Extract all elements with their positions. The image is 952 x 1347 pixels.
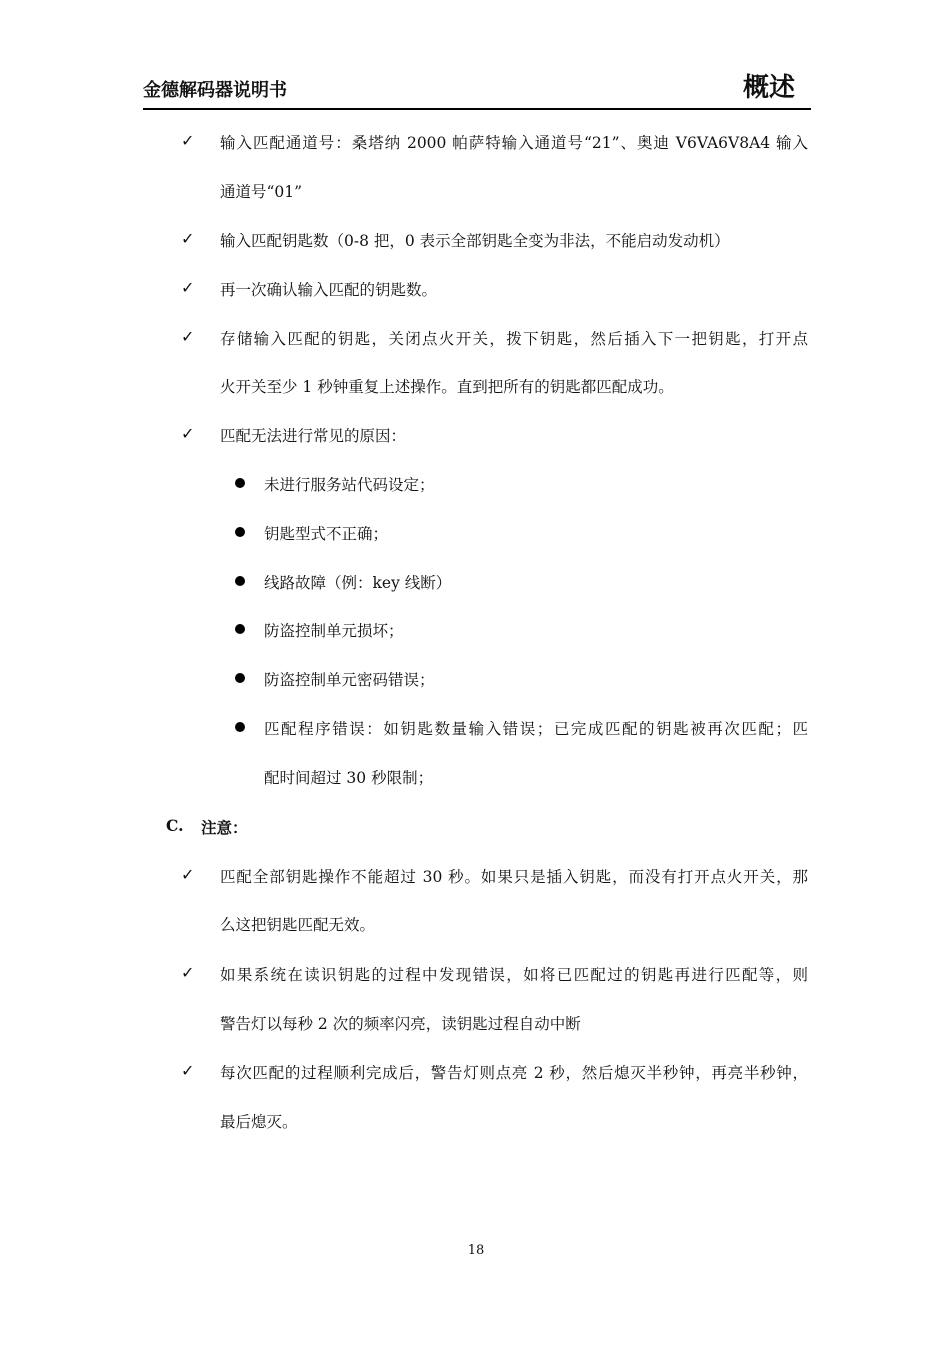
bullet-item-line: 防盗控制单元密码错误； bbox=[264, 671, 435, 689]
list-item-line: 输入匹配钥匙数（0-8 把，0 表示全部钥匙全变为非法，不能启动发动机） bbox=[220, 232, 730, 250]
list-item-line: 每次匹配的过程顺利完成后，警告灯则点亮 2 秒，然后熄灭半秒钟，再亮半秒钟， bbox=[220, 1064, 808, 1082]
list-item-line: 输入匹配通道号：桑塔纳 2000 帕萨特输入通道号“21”、奥迪 V6VA6V8A4 输入 bbox=[220, 134, 808, 152]
bullet-item-line: 线路故障（例：key 线断） bbox=[264, 574, 452, 592]
bullet-item-line: 未进行服务站代码设定； bbox=[264, 476, 435, 494]
check-icon: ✓ bbox=[181, 963, 195, 982]
bullet-icon bbox=[235, 527, 245, 537]
check-icon: ✓ bbox=[181, 424, 195, 443]
bullet-icon bbox=[235, 722, 245, 732]
list-item-line: 通道号“01” bbox=[220, 183, 303, 201]
check-icon: ✓ bbox=[181, 131, 195, 150]
document-title: 金德解码器说明书 bbox=[143, 80, 287, 101]
check-icon: ✓ bbox=[181, 1061, 195, 1080]
list-item-line: 如果系统在读识钥匙的过程中发现错误，如将已匹配过的钥匙再进行匹配等，则 bbox=[220, 966, 808, 984]
list-item-line: 匹配全部钥匙操作不能超过 30 秒。如果只是插入钥匙，而没有打开点火开关，那 bbox=[220, 868, 808, 886]
list-item-line: 么这把钥匙匹配无效。 bbox=[220, 916, 376, 934]
section-title: 注意： bbox=[201, 818, 248, 837]
list-item-line: 火开关至少 1 秒钟重复上述操作。直到把所有的钥匙都匹配成功。 bbox=[220, 378, 674, 396]
check-icon: ✓ bbox=[181, 327, 195, 346]
check-icon: ✓ bbox=[181, 865, 195, 884]
bullet-icon bbox=[235, 673, 245, 683]
chapter-title: 概述 bbox=[742, 73, 795, 103]
bullet-item-line: 配时间超过 30 秒限制； bbox=[264, 769, 434, 787]
list-item-line: 再一次确认输入匹配的钥匙数。 bbox=[220, 281, 438, 299]
page-header bbox=[143, 72, 811, 110]
bullet-icon bbox=[235, 576, 245, 586]
bullet-icon bbox=[235, 478, 245, 488]
check-icon: ✓ bbox=[181, 229, 195, 248]
page-number: 18 bbox=[467, 1243, 485, 1258]
list-item-line: 匹配无法进行常见的原因： bbox=[220, 427, 407, 445]
list-item-line: 警告灯以每秒 2 次的频率闪亮，读钥匙过程自动中断 bbox=[220, 1015, 581, 1033]
list-item-line: 最后熄灭。 bbox=[220, 1113, 298, 1131]
bullet-item-line: 防盗控制单元损坏； bbox=[264, 622, 404, 640]
bullet-icon bbox=[235, 624, 245, 634]
list-item-line: 存储输入匹配的钥匙，关闭点火开关，拨下钥匙，然后插入下一把钥匙，打开点 bbox=[220, 330, 808, 348]
section-label: C. bbox=[166, 816, 184, 835]
bullet-item-line: 钥匙型式不正确； bbox=[264, 525, 389, 543]
check-icon: ✓ bbox=[181, 278, 195, 297]
bullet-item-line: 匹配程序错误：如钥匙数量输入错误；已完成匹配的钥匙被再次匹配；匹 bbox=[264, 720, 808, 738]
